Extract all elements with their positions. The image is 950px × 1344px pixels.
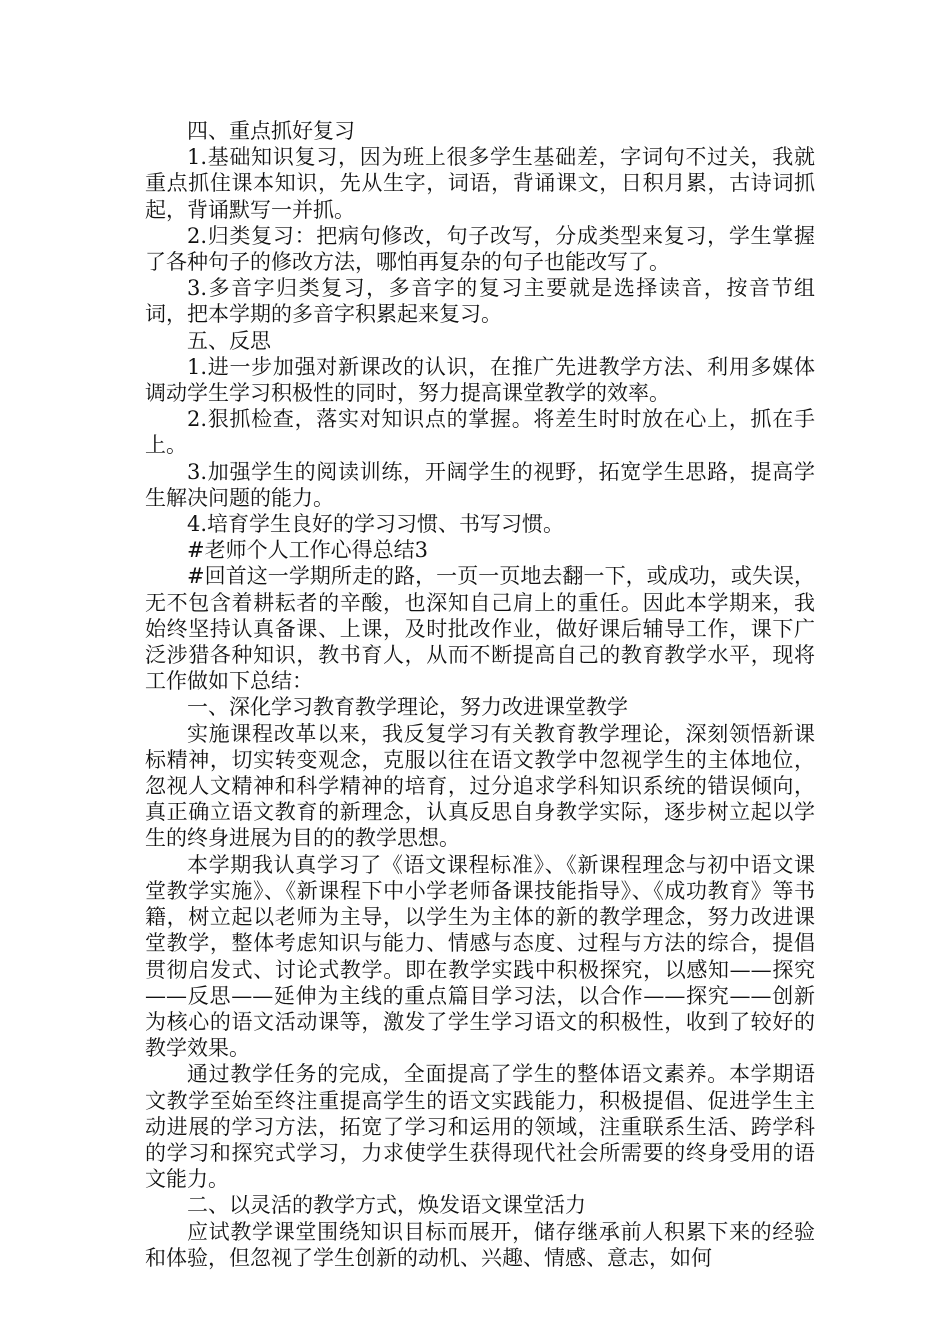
paragraph: 4.培育学生良好的学习习惯、书写习惯。 (187, 512, 565, 537)
article-title: #老师个人工作心得总结3 (187, 538, 428, 563)
paragraph: 本学期我认真学习了《语文课程标准》、《新课程理念与初中语文课堂教学实施》、《新课程下中小学老师备课技能指导》、《成功教育》等书籍，树立起以老师为主导，以学生为主体的新的教学理念，努力改进课堂教学，整体考虑知识与能力、情感与态度、过程与方法的综合，提倡贯彻启发式、讨论式教学。即在教学实践中积极探究，以感知——探究——反思——延伸为主线的重点篇目学习法，以合作——探究——创新为核心的语文活动课等，激发了学生学习语文的积极性，收到了较好的教学效果。 (145, 852, 815, 1061)
paragraph: #回首这一学期所走的路，一页一页地去翻一下，或成功，或失误，无不包含着耕耘者的辛酸，也深知自己肩上的重任。因此本学期来，我始终坚持认真备课、上课，及时批改作业，做好课后辅导工作，课下广泛涉猎各种知识，教书育人，从而不断提高自己的教育教学水平，现将工作做如下总结： (145, 564, 815, 694)
paragraph: 1.进一步加强对新课改的认识，在推广先进教学方法、利用多媒体调动学生学习积极性的同时，努力提高课堂教学的效率。 (145, 354, 815, 406)
paragraph: 实施课程改革以来，我反复学习有关教育教学理论，深刻领悟新课标精神，切实转变观念，克服以往在语文教学中忽视学生的主体地位，忽视人文精神和科学精神的培育，过分追求学科知识系统的错误倾向，真正确立语文教育的新理念，认真反思自身教学实际，逐步树立起以学生的终身进展为目的的教学思想。 (145, 721, 815, 851)
paragraph: 3.多音字归类复习，多音字的复习主要就是选择读音，按音节组词，把本学期的多音字积累起来复习。 (145, 276, 815, 327)
section-heading-teaching-methods: 二、以灵活的教学方式，焕发语文课堂活力 (187, 1193, 586, 1218)
paragraph: 2.归类复习：把病句修改，句子改写，分成类型来复习，学生掌握了各种句子的修改方法，哪怕再复杂的句子也能改写了。 (145, 223, 815, 275)
paragraph: 1.基础知识复习，因为班上很多学生基础差，字词句不过关，我就重点抓住课本知识，先从生字，词语，背诵课文，日积月累，古诗词抓起，背诵默写一并抓。 (145, 145, 815, 222)
section-heading-review: 四、重点抓好复习 (187, 119, 355, 143)
paragraph: 2.狠抓检查，落实对知识点的掌握。将差生时时放在心上，抓在手上。 (145, 407, 815, 458)
paragraph: 3.加强学生的阅读训练，开阔学生的视野，拓宽学生思路，提高学生解决问题的能力。 (145, 459, 815, 510)
paragraph: 应试教学课堂围绕知识目标而展开，储存继承前人积累下来的经验和体验，但忽视了学生创新的动机、兴趣、情感、意志，如何 (145, 1219, 815, 1270)
paragraph: 通过教学任务的完成，全面提高了学生的整体语文素养。本学期语文教学至始至终注重提高学生的语文实践能力，积极提倡、促进学生主动进展的学习方法，拓宽了学习和运用的领域，注重联系生活、跨学科的学习和探究式学习，力求使学生获得现代社会所需要的终身受用的语文能力。 (145, 1062, 815, 1192)
document-body (145, 118, 815, 1271)
section-heading-theory: 一、深化学习教育教学理论，努力改进课堂教学 (187, 695, 628, 720)
section-heading-reflection: 五、反思 (187, 328, 271, 353)
